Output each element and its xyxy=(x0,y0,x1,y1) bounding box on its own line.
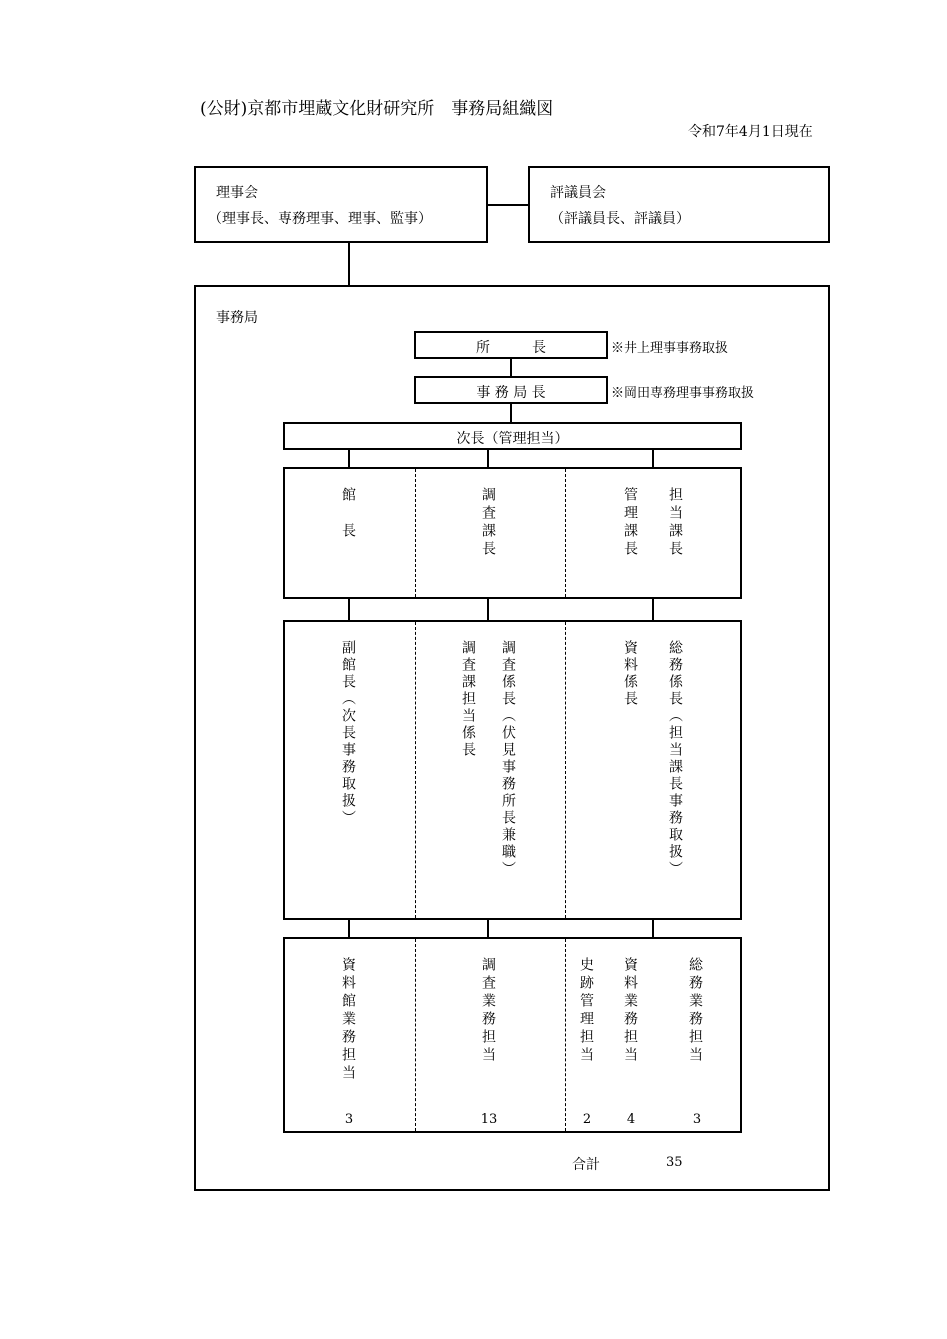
research-chief: 調査課長 xyxy=(480,487,496,559)
row1-divider-1 xyxy=(415,469,416,597)
research-staff: 調査業務担当 xyxy=(480,957,496,1065)
council-name: 評議員会 xyxy=(550,185,606,201)
director-connector xyxy=(510,359,512,376)
secretary-general-box xyxy=(414,376,608,404)
mgmt-chief: 管理課長 xyxy=(622,487,638,559)
deputy-museum-connector xyxy=(348,450,350,467)
row1-row2-connector-museum xyxy=(348,599,350,620)
row1-row2-connector-mgmt xyxy=(652,599,654,620)
deputy-label: 次長（管理担当） xyxy=(456,431,569,447)
site-count: 2 xyxy=(582,1112,592,1127)
row2-row3-connector-mgmt xyxy=(652,920,654,937)
council-members: （評議員長、評議員） xyxy=(550,211,690,227)
museum-director: 館長 xyxy=(340,487,356,559)
secretary-connector xyxy=(510,404,512,422)
deputy-research-connector xyxy=(487,450,489,467)
board-name: 理事会 xyxy=(216,185,258,201)
general-affairs-chief: 総務係長（担当課長事務取扱） xyxy=(667,640,683,878)
museum-staff: 資料館業務担当 xyxy=(340,957,356,1083)
site-staff: 史跡管理担当 xyxy=(578,957,594,1065)
board-office-connector xyxy=(348,243,350,285)
deputy-mgmt-connector xyxy=(652,450,654,467)
secretary-general-label: 事 務 局 長 xyxy=(476,385,546,401)
materials-staff: 資料業務担当 xyxy=(622,957,638,1065)
council-box xyxy=(528,166,830,243)
director-note: ※井上理事事務取扱 xyxy=(611,341,729,356)
board-members: （理事長、専務理事、理事、監事） xyxy=(208,211,432,227)
office-label: 事務局 xyxy=(216,310,258,326)
museum-count: 3 xyxy=(344,1112,354,1127)
secretary-general-note: ※岡田専務理事事務取扱 xyxy=(611,386,755,401)
row3-divider-2 xyxy=(565,939,566,1131)
row2-divider-2 xyxy=(565,622,566,918)
as-of-date: 令和7年4月1日現在 xyxy=(688,124,813,140)
research-count: 13 xyxy=(480,1112,498,1127)
row2-divider-1 xyxy=(415,622,416,918)
row2-row3-connector-museum xyxy=(348,920,350,937)
general-count: 3 xyxy=(692,1112,702,1127)
research-section-chief: 調査課担当係長 xyxy=(460,640,476,759)
board-council-connector xyxy=(488,204,528,206)
materials-section-chief: 資料係長 xyxy=(622,640,638,708)
board-box xyxy=(194,166,488,243)
row3-divider-1 xyxy=(415,939,416,1131)
total-value: 35 xyxy=(666,1155,683,1170)
director-label: 所 長 xyxy=(476,340,546,356)
survey-section-chief: 調査係長（伏見事務所長兼職） xyxy=(500,640,516,878)
total-label: 合計 xyxy=(572,1157,600,1173)
deputy-box xyxy=(283,422,742,450)
row2-row3-connector-research xyxy=(487,920,489,937)
row1-divider-2 xyxy=(565,469,566,597)
assigned-chief: 担当課長 xyxy=(667,487,683,559)
general-staff: 総務業務担当 xyxy=(687,957,703,1065)
row1-row2-connector-research xyxy=(487,599,489,620)
director-box xyxy=(414,331,608,359)
materials-count: 4 xyxy=(626,1112,636,1127)
deputy-museum-director: 副館長（次長事務取扱） xyxy=(340,640,356,827)
page-title: (公財)京都市埋蔵文化財研究所 事務局組織図 xyxy=(200,99,554,119)
